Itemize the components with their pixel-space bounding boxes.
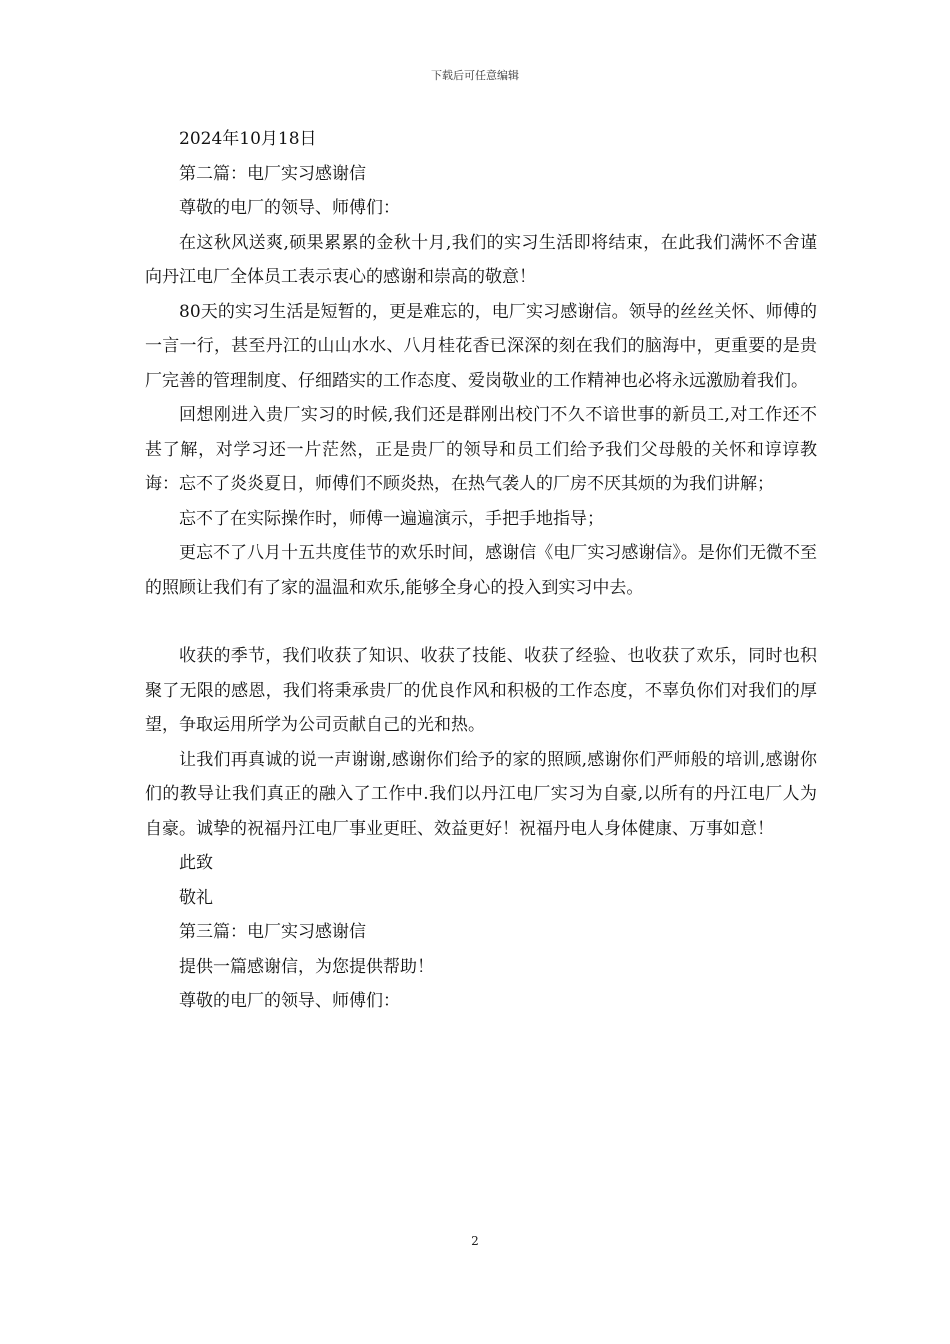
section-heading-3: 第三篇：电厂实习感谢信 <box>179 922 366 942</box>
body-paragraph: 在这秋风送爽,硕果累累的金秋十月,我们的实习生活即将结束，在此我们满怀不舍谨向丹江电厂全体员工表示衷心的感谢和崇高的敬意！ <box>145 232 817 287</box>
page-number: 2 <box>471 1234 479 1248</box>
body-paragraph: 回想刚进入贵厂实习的时候,我们还是群刚出校门不久不谙世事的新员工,对工作还不甚了解，对学习还一片茫然，正是贵厂的领导和员工们给予我们父母般的关怀和谆谆教诲：忘不了炎炎夏日，师傅们不顾炎热，在热气袭人的厂房不厌其烦的为我们讲解； <box>145 405 817 494</box>
salutation: 尊敬的电厂的领导、师傅们： <box>179 198 400 218</box>
closing-line: 此致 <box>179 853 213 873</box>
body-paragraph: 更忘不了八月十五共度佳节的欢乐时间，感谢信《电厂实习感谢信》。是你们无微不至的照顾让我们有了家的温温和欢乐,能够全身心的投入到实习中去。 <box>145 543 817 598</box>
letter-date: 2024年10月18日 <box>179 129 317 149</box>
body-paragraph: 忘不了在实际操作时，师傅一遍遍演示，手把手地指导； <box>179 508 604 529</box>
body-paragraph: 让我们再真诚的说一声谢谢,感谢你们给予的家的照顾,感谢你们严师般的培训,感谢你们的教导让我们真正的融入了工作中.我们以丹江电厂实习为自豪,以所有的丹江电厂人为自豪。诚挚的祝福丹江电厂事业更旺、效益更好！祝福丹电人身体健康、万事如意！ <box>145 749 817 839</box>
document-body <box>145 122 817 1019</box>
page-header-note: 下载后可任意编辑 <box>431 69 519 82</box>
closing-regards: 敬礼 <box>179 887 213 908</box>
salutation: 尊敬的电厂的领导、师傅们： <box>179 991 400 1011</box>
section-heading-2: 第二篇：电厂实习感谢信 <box>179 163 366 184</box>
body-paragraph: 收获的季节，我们收获了知识、收获了技能、收获了经验、也收获了欢乐，同时也积聚了无限的感恩，我们将秉承贵厂的优良作风和积极的工作态度，不辜负你们对我们的厚望，争取运用所学为公司贡献自己的光和热。 <box>145 646 817 735</box>
body-paragraph: 80天的实习生活是短暂的，更是难忘的，电厂实习感谢信。领导的丝丝关怀、师傅的一言一行，甚至丹江的山山水水、八月桂花香已深深的刻在我们的脑海中，更重要的是贵厂完善的管理制度、仔细踏实的工作态度、爱岗敬业的工作精神也必将永远激励着我们。 <box>145 301 817 391</box>
body-paragraph: 提供一篇感谢信，为您提供帮助！ <box>179 956 434 977</box>
